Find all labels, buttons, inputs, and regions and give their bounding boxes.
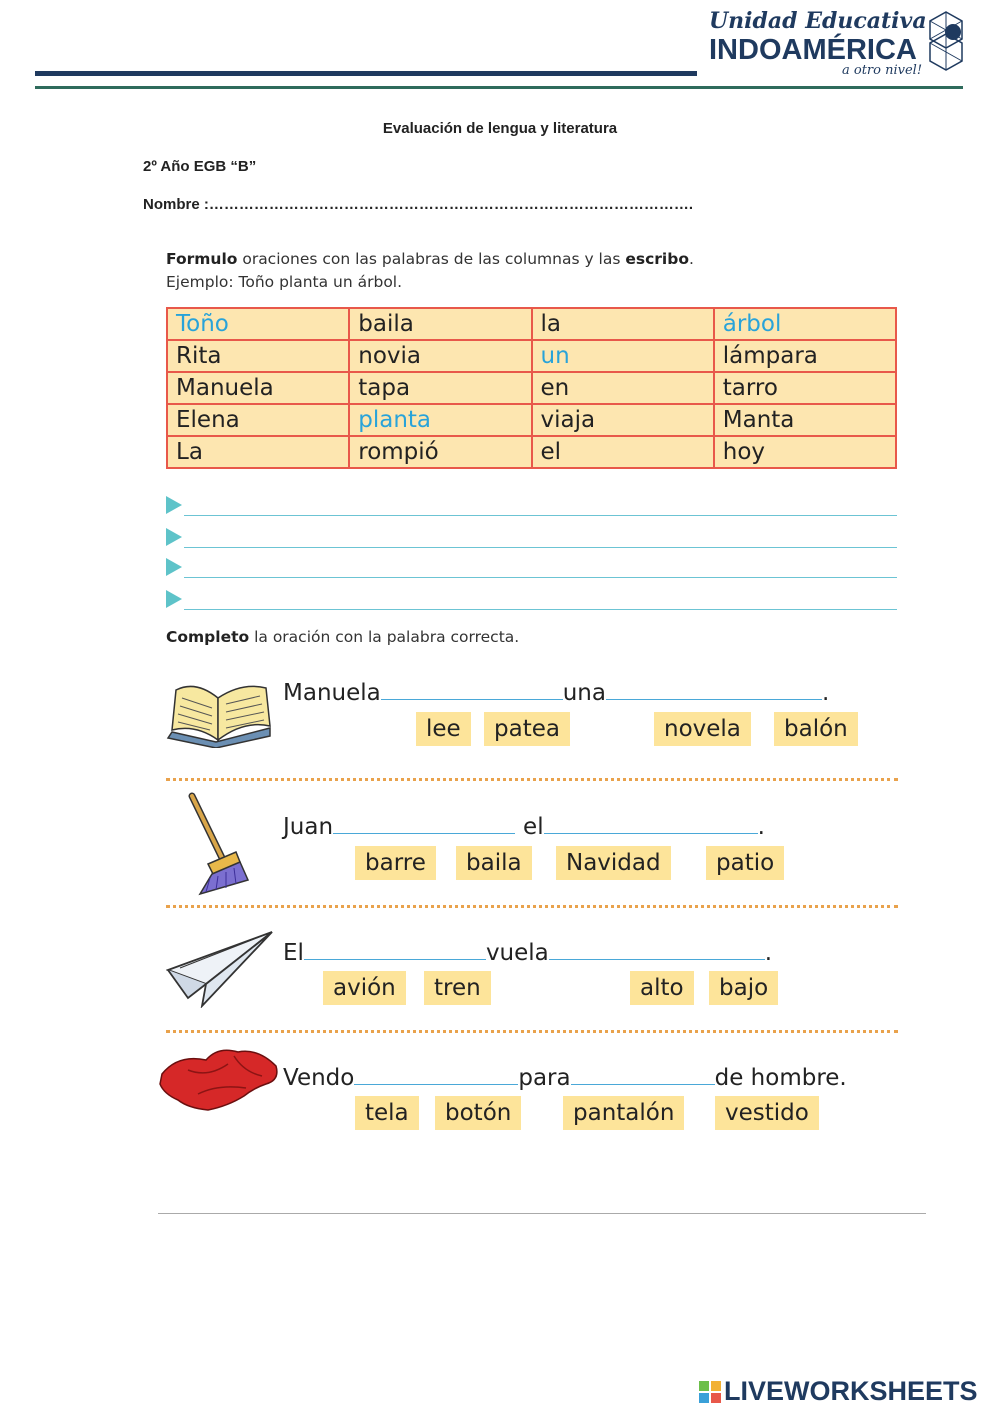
table-cell: Manuela: [167, 372, 349, 404]
dotted-divider: [166, 778, 898, 781]
table-cell: rompió: [349, 436, 531, 468]
blank-input[interactable]: [571, 1083, 715, 1085]
instruction-verb: Completo: [166, 628, 250, 646]
option-chip[interactable]: avión: [323, 971, 406, 1005]
sentence-2: [283, 814, 765, 840]
table-cell: tarro: [714, 372, 896, 404]
instruction-verb-1: Formulo: [166, 250, 238, 268]
broom-icon: [184, 792, 254, 896]
option-chip[interactable]: botón: [435, 1096, 521, 1130]
option-chip[interactable]: tren: [424, 971, 491, 1005]
option-chip[interactable]: bajo: [709, 971, 778, 1005]
liveworksheets-brand: LIVEWORKSHEETS: [724, 1376, 978, 1406]
logo-name: INDOAMÉRICA: [709, 34, 917, 66]
document-title: Evaluación de lengua y literatura: [382, 120, 618, 137]
table-row: [167, 308, 896, 340]
blank-input[interactable]: [549, 958, 765, 960]
option-chip[interactable]: Navidad: [556, 846, 671, 880]
option-chip[interactable]: baila: [456, 846, 532, 880]
blank-input[interactable]: [606, 698, 822, 700]
table-cell: el: [532, 436, 714, 468]
option-chip[interactable]: novela: [654, 712, 751, 746]
sentence-word: Vendo: [283, 1065, 355, 1091]
sentence-1: [283, 680, 829, 706]
sentence-end: .: [821, 680, 830, 706]
triangle-bullet-icon: [166, 496, 182, 514]
blank-input[interactable]: [381, 698, 563, 700]
sentence-word: Manuela: [283, 680, 381, 706]
option-chip[interactable]: barre: [355, 846, 436, 880]
sentence-3: [283, 940, 772, 966]
table-cell: lámpara: [714, 340, 896, 372]
table-cell: un: [532, 340, 714, 372]
sentence-4: [283, 1065, 847, 1091]
grade-label: 2º Año EGB “B”: [143, 158, 257, 175]
blank-input[interactable]: [354, 1083, 518, 1085]
example-sentence: Ejemplo: Toño planta un árbol.: [166, 273, 403, 291]
sentence-word: una: [562, 680, 606, 706]
header-rule-navy: [35, 71, 697, 76]
blank-input[interactable]: [333, 832, 515, 834]
liveworksheets-logo-icon: [699, 1381, 721, 1403]
instruction-text: oraciones con las palabras de las columnas y las: [237, 250, 626, 268]
table-row: [167, 436, 896, 468]
triangle-bullet-icon: [166, 528, 182, 546]
instruction-text: la oración con la palabra correcta.: [249, 628, 520, 646]
option-chip[interactable]: pantalón: [563, 1096, 684, 1130]
instruction-verb-2: escribo: [625, 250, 689, 268]
book-icon: [166, 680, 274, 748]
table-cell: La: [167, 436, 349, 468]
triangle-bullet-icon: [166, 558, 182, 576]
sentence-word: vuela: [485, 940, 549, 966]
table-cell: viaja: [532, 404, 714, 436]
table-cell: tapa: [349, 372, 531, 404]
table-cell: hoy: [714, 436, 896, 468]
name-field[interactable]: Nombre :…………………………………………………………………………………….: [143, 196, 694, 213]
blank-input[interactable]: [304, 958, 486, 960]
table-cell: la: [532, 308, 714, 340]
table-cell: Toño: [167, 308, 349, 340]
table-cell: novia: [349, 340, 531, 372]
option-chip[interactable]: alto: [630, 971, 694, 1005]
cloth-icon: [158, 1044, 280, 1112]
option-chip[interactable]: lee: [416, 712, 471, 746]
option-chip[interactable]: patio: [706, 846, 784, 880]
sentence-end: .: [757, 814, 765, 840]
instruction-end: .: [689, 250, 694, 268]
logo-title: Unidad Educativa: [709, 8, 927, 34]
table-cell: baila: [349, 308, 531, 340]
table-cell: Manta: [714, 404, 896, 436]
table-row: [167, 340, 896, 372]
hexagon-logo-icon: [926, 10, 966, 72]
dotted-divider: [166, 905, 898, 908]
table-cell: planta: [349, 404, 531, 436]
answer-line-2[interactable]: [166, 528, 897, 548]
sentence-word: El: [283, 940, 304, 966]
answer-line-1[interactable]: [166, 496, 897, 516]
option-chip[interactable]: balón: [774, 712, 858, 746]
table-cell: árbol: [714, 308, 896, 340]
sentence-word: para: [518, 1065, 571, 1091]
table-cell: Rita: [167, 340, 349, 372]
table-cell: en: [532, 372, 714, 404]
sentence-word: el: [523, 814, 544, 840]
table-row: [167, 372, 896, 404]
table-cell: Elena: [167, 404, 349, 436]
sentence-end: .: [764, 940, 773, 966]
answer-line-4[interactable]: [166, 590, 897, 610]
section1-instruction: [166, 250, 694, 268]
option-chip[interactable]: tela: [355, 1096, 419, 1130]
section2-instruction: [166, 628, 519, 646]
paper-plane-icon: [166, 928, 276, 1008]
logo-tagline: a otro nivel!: [842, 63, 923, 78]
word-table: [166, 307, 897, 469]
sentence-word: de hombre.: [714, 1065, 847, 1091]
option-chip[interactable]: patea: [484, 712, 570, 746]
answer-line-3[interactable]: [166, 558, 897, 578]
blank-input[interactable]: [544, 832, 758, 834]
dotted-divider: [166, 1030, 898, 1033]
sentence-word: Juan: [283, 814, 334, 840]
header-rule-green: [35, 86, 963, 89]
table-row: [167, 404, 896, 436]
footer-divider: [158, 1213, 926, 1214]
option-chip[interactable]: vestido: [715, 1096, 819, 1130]
triangle-bullet-icon: [166, 590, 182, 608]
